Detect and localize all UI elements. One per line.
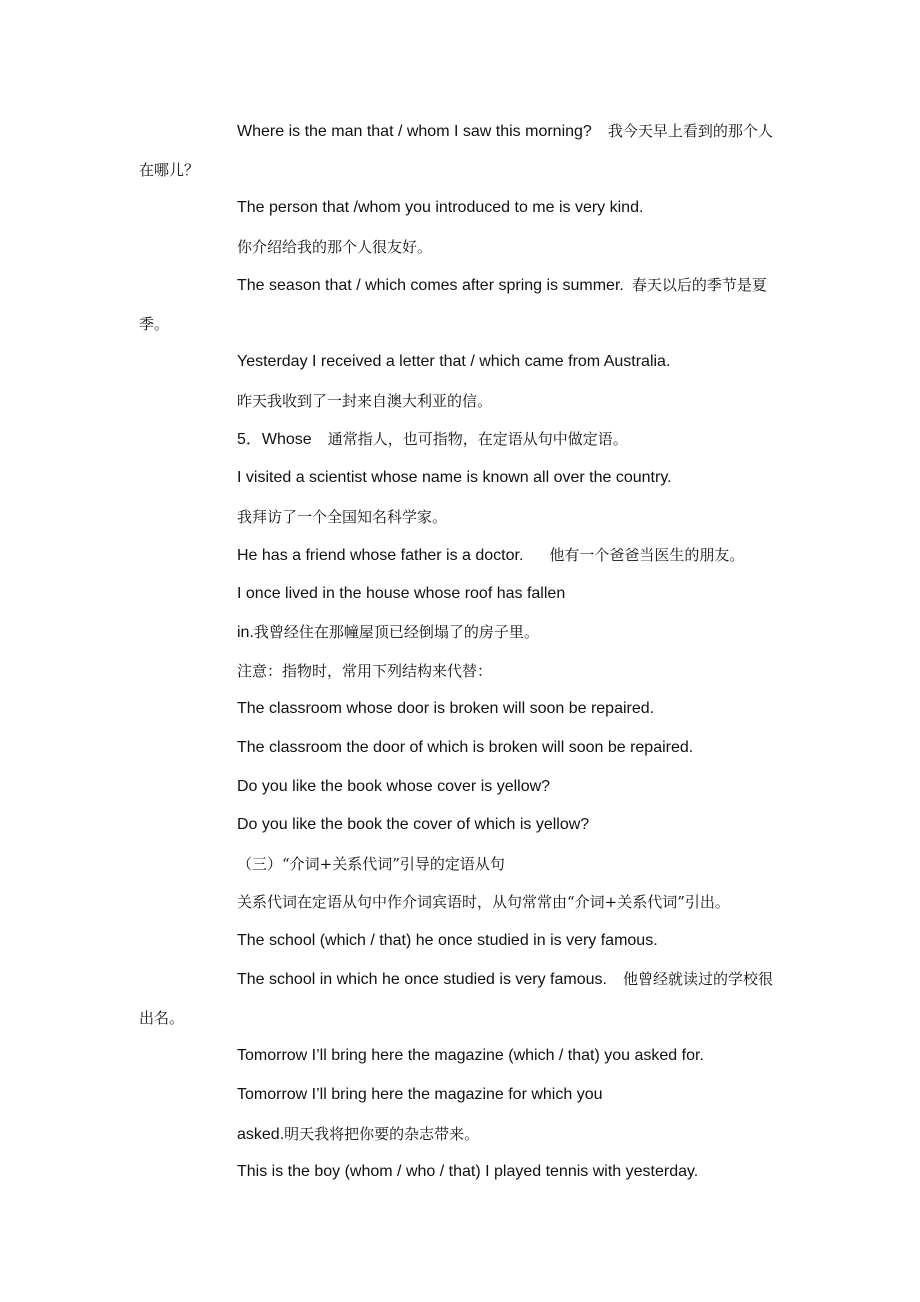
sentence-line xyxy=(237,1085,603,1105)
sentence-line xyxy=(237,584,565,604)
english-text: Do you like the book the cover of which is yellow? xyxy=(237,816,590,833)
chinese-text: 他有一个爸爸当医生的朋友。 xyxy=(549,546,745,564)
sentence-line xyxy=(237,1124,479,1145)
wrapped-line: 季。 xyxy=(139,315,170,333)
chinese-text: 你介绍给我的那个人很友好。 xyxy=(237,238,433,256)
sentence-line xyxy=(237,622,539,643)
chinese-text: 我今天早上看到的那个人 xyxy=(607,122,773,140)
english-text: I visited a scientist whose name is known all over the country. xyxy=(237,469,672,486)
sentence-line xyxy=(237,931,658,951)
sentence-line xyxy=(237,777,550,797)
sentence-line xyxy=(237,507,447,527)
chinese-text: 昨天我收到了一封来自澳大利亚的信。 xyxy=(237,392,493,410)
english-text: The season that / which comes after spring is summer. xyxy=(237,277,624,294)
sentence-line xyxy=(237,1046,704,1066)
section-heading xyxy=(237,429,628,450)
chinese-text: 我拜访了一个全国知名科学家。 xyxy=(237,508,448,526)
sentence-line xyxy=(237,699,654,719)
sentence-line xyxy=(237,545,744,566)
english-text: This is the boy (whom / who / that) I played tennis with yesterday. xyxy=(237,1163,699,1180)
english-text: He has a friend whose father is a doctor. xyxy=(237,547,524,564)
chinese-text: 关系代词在定语从句中作介词宾语时，从句常常由“介词+关系代词”引出。 xyxy=(237,893,730,911)
sentence-line xyxy=(237,275,767,296)
english-text: asked. xyxy=(237,1126,285,1143)
sentence-line xyxy=(237,468,672,488)
english-text: The classroom the door of which is broken will soon be repaired. xyxy=(237,739,694,756)
sentence-line xyxy=(237,738,693,758)
sentence-line xyxy=(237,198,643,218)
chinese-text: 我曾经住在那幢屋顶已经倒塌了的房子里。 xyxy=(253,623,539,641)
wrapped-line: 在哪儿？ xyxy=(139,161,200,179)
english-text: The school in which he once studied is very famous. xyxy=(237,971,607,988)
chinese-text: 注意：指物时，常用下列结构来代替： xyxy=(237,662,493,680)
wrapped-line: 出名。 xyxy=(139,1009,185,1027)
english-text: Where is the man that / whom I saw this morning? xyxy=(237,123,592,140)
english-text: 5．Whose xyxy=(237,431,312,448)
english-text: Yesterday I received a letter that / which came from Australia. xyxy=(237,353,671,370)
sentence-line xyxy=(237,969,773,990)
chinese-text: 春天以后的季节是夏 xyxy=(631,276,767,294)
english-text: The school (which / that) he once studied in is very famous. xyxy=(237,932,658,949)
english-text: Do you like the book whose cover is yellow? xyxy=(237,778,551,795)
chinese-text: 通常指人，也可指物，在定语从句中做定语。 xyxy=(327,430,628,448)
chinese-text: 他曾经就读过的学校很 xyxy=(622,970,773,988)
sentence-line xyxy=(237,1162,698,1182)
chinese-text: 明天我将把你要的杂志带来。 xyxy=(284,1125,480,1143)
chinese-text: （三）“介词+关系代词”引导的定语从句 xyxy=(237,855,505,873)
sentence-line xyxy=(237,352,670,372)
section-heading xyxy=(237,854,505,874)
sentence-line xyxy=(237,237,432,257)
note-line xyxy=(237,661,492,681)
english-text: The classroom whose door is broken will soon be repaired. xyxy=(237,700,655,717)
english-text: The person that /whom you introduced to me is very kind. xyxy=(237,199,644,216)
sentence-line xyxy=(237,121,773,142)
english-text: in. xyxy=(237,624,254,641)
sentence-line xyxy=(237,892,730,912)
sentence-line xyxy=(237,391,492,411)
english-text: Tomorrow I’ll bring here the magazine for which you xyxy=(237,1086,603,1103)
english-text: I once lived in the house whose roof has fallen xyxy=(237,585,566,602)
sentence-line xyxy=(237,815,589,835)
english-text: Tomorrow I’ll bring here the magazine (which / that) you asked for. xyxy=(237,1047,704,1064)
